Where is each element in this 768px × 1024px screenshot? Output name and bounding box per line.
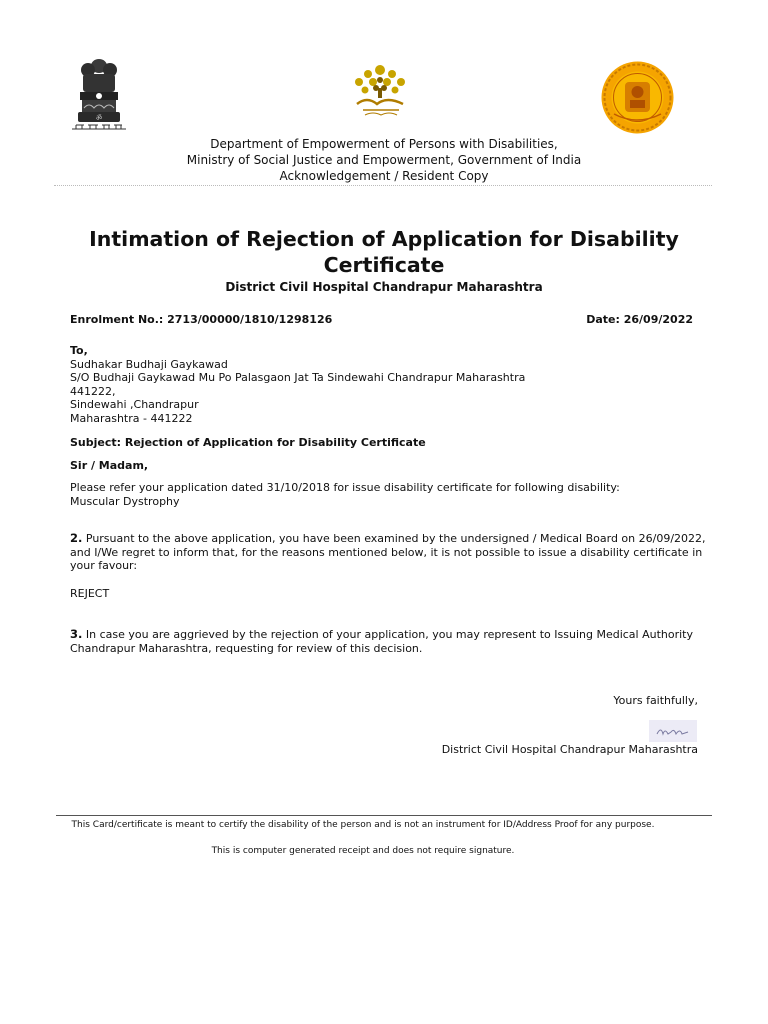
- emblem-motto: [54, 122, 144, 134]
- closing-phrase: Yours faithfully,: [613, 694, 698, 707]
- date-label: Date:: [586, 313, 620, 326]
- recipient-address: [70, 344, 670, 425]
- paragraph-3: [70, 628, 710, 655]
- paragraph-2: [70, 532, 710, 573]
- salutation: Sir / Madam,: [70, 459, 149, 472]
- address-line-2: 441222,: [70, 384, 116, 398]
- hospital-subtitle: District Civil Hospital Chandrapur Maharashtra: [225, 280, 543, 294]
- footer-note: This is computer generated receipt and does not require signature.: [211, 846, 515, 856]
- paragraph-3-number: 3.: [70, 627, 83, 641]
- footer-divider: [56, 815, 712, 816]
- svg-text:ॐ: ॐ: [95, 114, 103, 122]
- enrolment-number: [70, 313, 332, 326]
- paragraph-1-text: Please refer your application dated 31/10/2018 for issue disability certificate for following disability:: [70, 481, 620, 494]
- date-value: 26/09/2022: [623, 313, 693, 326]
- recipient-name: Sudhakar Budhaji Gaykawad: [70, 357, 228, 371]
- paragraph-1: [70, 481, 710, 509]
- swavlamban-logo: [343, 58, 417, 120]
- header-line-copy-type: Acknowledgement / Resident Copy: [279, 169, 489, 183]
- enrolment-value: 2713/00000/1810/1298126: [167, 313, 333, 326]
- address-line-4: Maharashtra - 441222: [70, 411, 193, 425]
- maharashtra-seal-logo: [600, 60, 675, 135]
- header-divider: [54, 185, 712, 186]
- footer-disclaimer: This Card/certificate is meant to certify the disability of the person and is not an instrument for ID/Address Proof for any purpose.: [71, 820, 655, 830]
- document-title: Intimation of Rejection of Application for Disability Certificate: [89, 227, 679, 277]
- address-line-3: Sindewahi ,Chandrapur: [70, 398, 199, 411]
- issuing-authority: District Civil Hospital Chandrapur Maharashtra: [441, 743, 698, 756]
- paragraph-2-text: Pursuant to the above application, you have been examined by the undersigned / Medical Board on 26/09/2022, and I/We regret to inform that, for the reasons mentioned below, it is not possible to issue a disability certificate in your favour:: [70, 532, 706, 572]
- paragraph-3-text: In case you are aggrieved by the rejection of your application, you may represent to Issuing Medical Authority Chandrapur Maharashtra, requesting for review of this decision.: [70, 628, 694, 655]
- address-to: To,: [70, 344, 88, 357]
- enrolment-label: Enrolment No.:: [70, 313, 164, 326]
- disability-type: Muscular Dystrophy: [70, 495, 180, 508]
- department-header: [0, 136, 768, 184]
- rejection-reason: REJECT: [70, 587, 110, 600]
- subject-line: Subject: Rejection of Application for Disability Certificate: [70, 436, 426, 449]
- document-date: [586, 313, 693, 326]
- signature-image: [649, 720, 697, 742]
- header-line-ministry: Ministry of Social Justice and Empowerment, Government of India: [186, 153, 582, 167]
- header-line-department: Department of Empowerment of Persons with Disabilities,: [210, 137, 558, 151]
- address-line-1: S/O Budhaji Gaykawad Mu Po Palasgaon Jat Ta Sindewahi Chandrapur Maharashtra: [70, 371, 526, 384]
- paragraph-2-number: 2.: [70, 531, 83, 545]
